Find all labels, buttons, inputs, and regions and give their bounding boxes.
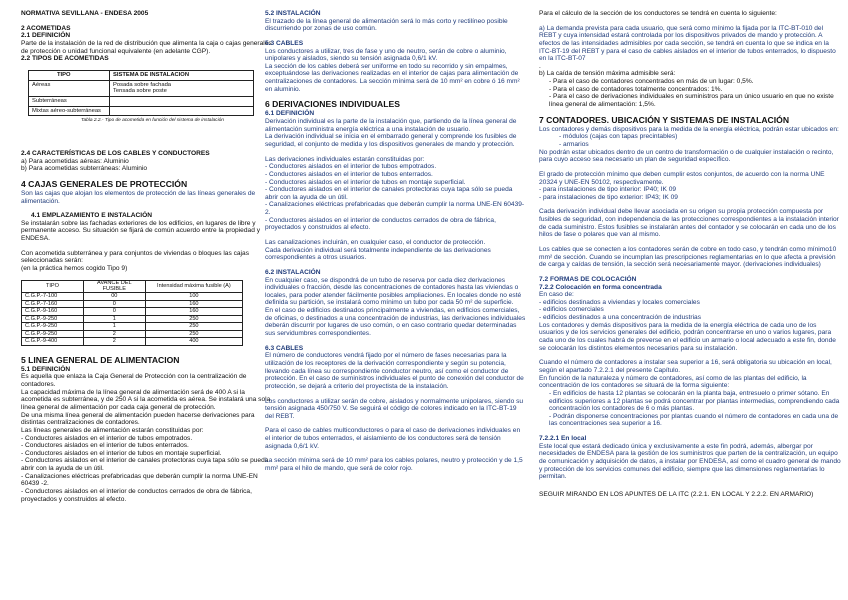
table-header: TIPO (29, 70, 110, 80)
paragraph: Este local que estará dedicado única y exclusivamente a este fin podrá, además, albergar por necesidades de ENDESA para la gestión de los suministros que parten de la centralización, un equipo de comunicación y adquisición de datos, a instalar por ENDESA, así como el cuadro general de mando y protección de los servicios comunes del edificio, siempre que las dimensiones reglamentarias lo permitan. (539, 442, 841, 481)
section-title: 5.1 DEFINICIÓN (21, 365, 71, 373)
paragraph: Cada derivación individual será totalmente independiente de las derivaciones correspondientes a otros usuarios. (265, 246, 491, 262)
paragraph: - En edificios de hasta 12 plantas se colocarán en la planta baja, entresuelo o primer sótano. En edificios superiores a 12 plantas se podrá concentrar por plantas intermedias, comprendiendo cada concentración los contadores de 6 o más plantas. (549, 389, 840, 413)
section-title: 7.2.2.1 En local (539, 435, 587, 443)
column-right: Para el cálculo de la sección de los conductores se tendrá en cuenta lo siguiente: a) La demanda prevista para cada usuario, que será como mínimo la fijada por la ITC-BT-010 del REBT y cuya intensidad estará controlada por los dispositivos privados de mando y protección. A efectos de las intensidades admisibles por cada sección, se tendrá en cuenta lo que se indica en la ITC-BT-19 del REBT y para el caso de cables aislados en el interior de tubos enterrados, lo dispuesto en la ITC-BT-07 . b) La caída de tensión máxima admisible será: - Para el caso de contadores concentrados en más de un lugar: 0,5%. - Para el caso de contadores totalmente concentrados: 1%. - Para el caso de derivaciones individuales en suministros para un único usuario en que no existe línea general de alimentación: 1,5%. 7 CONTADORES. UBICACIÓN Y SISTEMAS DE INSTALACIÓN Los contadores y demás dispositivos para la medida de la energía eléctrica, podrán estar ubicados en: - módulos (cajas con tapas precintables) - armarios No podrán estar ubicados dentro de un centro de transformación o de cualquier instalación o recinto, para cuyo acceso sea necesario un plan de seguridad específico. El grado de protección mínimo que deben cumplir estos conjuntos, de acuerdo con la norma UNE 20324 y UNE-EN 50102, respectivamente. - para instalaciones de tipo interior: IP40; IK 09 - para instalaciones de tipo exterior: IP43; IK 09 Cada derivación individual debe llevar asociada en su origen su propia protección compuesta por fusibles de seguridad, con independencia de las protecciones correspondientes a la instalación interior de cada suministro. Estos fusibles se instalarán antes del contador y se colocarán en cada uno de los hilos de fase o polares que van al mismo. Los cables que se conecten a los contadores serán de cobre en todo caso, y tendrán como mínimo10 mm² de sección. Cuando se incumplan las prescripciones reglamentarias en lo que afecta a previsión de carga y caídas de tensión, la sección será necesariamente mayor. (derivaciones individuales) 7.2 FORMAS DE COLOCACIÓN 7.2.2 Colocación en forma concentrada En caso de: - edificios destinados a viviendas y locales comerciales - edificios comerciales - edificios destinados a una concentración de industrias Los contadores y demás dispositivos para la medida de la energía eléctrica de cada uno de los usuarios y de los servicios generales del edificio, podrán concentrarse en uno o varios lugares, para cada uno de los cuales habrá de preverse en el edificio un armario o local adecuado a este fin, donde se colocarán los distintos elementos necesarios para su instalación. Cuando el número de contadores a instalar sea superior a 16, será obligatoria su ubicación en local, según el apartado 7.2.2.1 del presente Capítulo. En función de la naturaleza y número de contadores, así como de las plantas del edificio, la concentración de los contadores se situará de la forma siguiente: - En edificios de hasta 12 plantas se colocarán en la planta baja, entresuelo o primer sótano. En edificios superiores a 12 plantas se podrá concentrar por plantas intermedias, comprendiendo cada concentración los contadores de 6 o más plantas. - Podrán disponerse concentraciones por plantas cuando el número de contadores en cada una de las concentraciones sea superior a 16. 7.2.2.1 En local Este local que estará dedicado única y exclusivamente a este fin podrá, además, albergar por necesidades de ENDESA para la gestión de los suministros que parten de la centralización, un equipo de comunicación y adquisición de datos, a instalar por ENDESA, así como el cuadro general de mando y protección de los servicios comunes del edificio, siempre que las dimensiones reglamentarias lo permitan. SEGUIR MIRANDO EN LOS APUNTES DE LA ITC (2.2.1. EN LOCAL Y 2.2.2. EN ARMARIO) (539, 10, 841, 498)
column-middle (265, 10, 527, 473)
section-title: 6 DERIVACIONES INDIVIDUALES (265, 99, 400, 110)
paragraph: De una misma línea general de alimentación pueden hacerse derivaciones para distintas centralizaciones de contadores. (21, 411, 255, 427)
paragraph: Cuando el número de contadores a instalar sea superior a 16, será obligatoria su ubicación en local, según el apartado 7.2.2.1 del presente Capítulo. (539, 359, 832, 374)
paragraph: El grado de protección mínimo que deben cumplir estos conjuntos, de acuerdo con la norma UNE 20324 y UNE-EN 50102, respectivamente. (539, 170, 825, 186)
section-title: 7.2 FORMAS DE COLOCACIÓN (539, 275, 637, 283)
table-row: Subterráneas (29, 97, 254, 107)
table-header: TIPO (22, 280, 84, 293)
section-title: 2.4 CARACTERÍSTICAS DE LOS CABLES Y CONDUCTORES (21, 150, 210, 157)
paragraph: Los contadores y demás dispositivos para la medida de la energía eléctrica, podrán estar ubicados en: (539, 125, 839, 133)
list-item: - Para el caso de derivaciones individuales en suministros para un único usuario en que no existe línea general de alimentación: 1,5%. (549, 93, 834, 109)
table-row: C.G.P.-9-250 1 250 (22, 315, 243, 322)
section-title: 7.2.2 Colocación en forma concentrada (539, 283, 662, 291)
paragraph: Los conductores a utilizar serán de cobre, aislados y normalmente unipolares, siendo su tensión asignada 450/750 V. Se seguirá el código de colores indicado en la ITC-BT-19 del REBT. (265, 397, 524, 420)
acometidas-table (28, 70, 254, 117)
section-title: 4.1 EMPLAZAMIENTO E INSTALACIÓN (31, 212, 153, 220)
list-item: - Conductores aislados en el interior de conductos cerrados de obra de fábrica, proyectados y construidos al efecto. (265, 216, 496, 232)
paragraph: Los contadores y demás dispositivos para la medida de la energía eléctrica de cada uno de los usuarios y de los servicios generales del edificio, podrán concentrarse en uno o varios lugares, para cada uno de los cuales habrá de preverse en el edificio un armario o local adecuado a este fin, donde se colocarán los distintos elementos necesarios para su instalación. (539, 321, 836, 352)
list-item: - Canalizaciones eléctricas prefabricadas que deberán cumplir la norma UNE-EN 60439 -2. (21, 472, 258, 488)
paragraph: En cualquier caso, se dispondrá de un tubo de reserva por cada diez derivaciones individuales o fracción, desde las concentraciones de contadores hasta las viviendas o locales, para poder atender fácilmente posibles ampliaciones. En locales donde no esté definida su partición, se instalará como mínimo un tubo por cada 50 m² de superficie. (265, 276, 522, 307)
paragraph: Es aquella que enlaza la Caja General de Protección con la centralización de contadores. (21, 373, 247, 389)
list-item: - edificios comerciales (539, 306, 604, 314)
list-item: - Conductores aislados en el interior de tubos enterrados. (265, 170, 433, 178)
list-item: - para instalaciones de tipo exterior: IP43; IK 09 (539, 193, 678, 201)
paragraph: Las líneas generales de alimentación estarán constituidas por: (21, 426, 204, 434)
paragraph: El número de conductores vendrá fijado por el número de fases necesarias para la utilización de los receptores de la derivación correspondiente y según su potencia, llevando cada línea su correspondiente conductor neutro, así como el conductor de protección. En el caso de suministros individuales el punto de conexión del conductor de protección, se dejará a criterio del proyectista de la instalación. (265, 352, 524, 390)
section-title: 6.2 INSTALACIÓN (265, 268, 321, 276)
table-row: C.G.P.-9-250 2 250 (22, 330, 243, 337)
list-item: - Conductores aislados en el interior de canales protectoras cuya tapa sólo se pueda abrir con la ayuda de un útil. (21, 457, 269, 473)
section-title: 5 LINEA GENERAL DE ALIMENTACION (21, 354, 180, 365)
table-row: C.G.P.-7-100 00 100 (22, 293, 243, 300)
paragraph: - Podrán disponerse concentraciones por plantas cuando el número de contadores en cada una de las concentraciones sea superior a 16. (549, 412, 839, 428)
list-item: - Conductores aislados en el interior de tubos en montaje superficial. (21, 449, 222, 457)
table-row: Aéreas Posada sobre fachada Tensada sobre poste (29, 80, 254, 96)
document-header: NORMATIVA SEVILLANA - ENDESA 2005 (21, 10, 149, 17)
paragraph: a) La demanda prevista para cada usuario, que será como mínimo la fijada por la ITC-BT-010 del REBT y cuya intensidad estará controlada por los dispositivos privados de mando y protección. A efectos de las intensidades admisibles por cada sección, se tendrá en cuenta lo que se indica en la ITC-BT-19 del REBT y para el caso de cables aislados en el interior de tubos enterrados, lo dispuesto en la ITC-BT-07 (539, 24, 836, 63)
paragraph: Derivación individual es la parte de la instalación que, partiendo de la línea general de alimentación suministra energía eléctrica a una instalación de usuario. (265, 118, 517, 133)
paragraph: Para el cálculo de la sección de los conductores se tendrá en cuenta lo siguiente: (539, 10, 777, 17)
paragraph: La capacidad máxima de la línea general de alimentación será de 400 A si la acometida es subterránea, y de 250 A si la acometida es aérea. Se instalará una sola línea general de alimentación por cada caja general de protección. (21, 388, 271, 411)
section-title: 6.3 CABLES (265, 344, 304, 352)
list-item: - Para el caso de contadores totalmente concentrados: 1%. (549, 85, 723, 93)
list-item: - edificios destinados a una concentración de industrias (539, 314, 702, 322)
paragraph: Parte de la instalación de la red de distribución que alimenta la caja o cajas generales de protección o unidad funcional equivalente (en adelante CGP). (21, 39, 272, 55)
paragraph: Las canalizaciones incluirán, en cualquier caso, el conductor de protección. (265, 238, 486, 246)
table-caption: Tabla 2.2.- Tipo de acometida en función del sistema de instalación (81, 118, 224, 124)
list-item: - Conductores aislados en el interior de conductos cerrados de obra de fábrica, proyectados y construidos al efecto. (21, 487, 252, 503)
paragraph: b) La caída de tensión máxima admisible será: (539, 70, 676, 78)
table-header: Intensidad máxima fusible (A) (145, 280, 242, 293)
paragraph: En el caso de edificios destinados principalmente a viviendas, en edificios comerciales, de oficinas, o destinados a una concentración de industrias, las derivaciones individuales deberán discurrir por lugares de uso común, o en caso contrario quedar determinadas sus servidumbres correspondientes. (265, 307, 526, 338)
paragraph: Con acometida subterránea y para conjuntos de viviendas o bloques las cajas seleccionadas serán: (21, 249, 249, 265)
list-item: - Conductores aislados en el interior de canales protectoras cuya tapa sólo se pueda abrir con la ayuda de un útil. (265, 186, 513, 201)
list-item: - Conductores aislados en el interior de tubos en montaje superficial. (265, 178, 466, 186)
section-title: 2.2 TIPOS DE ACOMETIDAS (21, 55, 109, 63)
list-item: - Canalizaciones eléctricas prefabricadas que deberán cumplir la norma UNE-EN 60439-2. (265, 201, 525, 217)
section-title: 2 ACOMETIDAS (21, 24, 71, 32)
paragraph: Los cables que se conecten a los contadores serán de cobre en todo caso, y tendrán como mínimo10 mm² de sección. Cuando se incumplan las prescripciones reglamentarias en lo que afecta a previsión de carga y caídas de tensión, la sección será necesariamente mayor. (derivaciones individuales) (539, 245, 837, 269)
table-row: C.G.P.-9-160 0 160 (22, 308, 243, 315)
list-item: - módulos (cajas con tapas precintables) (559, 133, 678, 141)
paragraph: En función de la naturaleza y número de contadores, así como de las plantas del edificio, la concentración de los contadores se situará de la forma siguiente: (539, 374, 807, 390)
list-item: - Para el caso de contadores concentrados en más de un lugar: 0,5%. (549, 78, 754, 86)
paragraph: Los conductores a utilizar, tres de fase y uno de neutro, serán de cobre o aluminio, unipolares y aislados, siendo su tensión asignada 0,6/1 kV. (265, 47, 507, 63)
table-row: C.G.P.-7-160 0 160 (22, 300, 243, 307)
table-row: C.G.P.-9-250 1 250 (22, 323, 243, 330)
table-row: Mixtas aéreo-subterráneas (29, 106, 254, 116)
section-title: 2.1 DEFINICIÓN (21, 32, 71, 40)
column-left: NORMATIVA SEVILLANA - ENDESA 2005 2 ACOMETIDAS 2.1 DEFINICIÓN Parte de la instalación de la red de distribución que alimenta la caja o cajas generales de protección o unidad funcional equivalente (en adelante CGP). 2.2 TIPOS DE ACOMETIDAS TIPO SISTEMA DE INSTALACION Aéreas Posada sobre fachada Tensada sobre poste Subterráneas Mixtas aéreo-subterráneas Tabla 2.2.- Tipo de acometida en función del sistema de instalación 2.4 CARACTERÍSTICAS DE LOS CABLES Y CONDUCTORES a) Para acometidas aéreas: Aluminio b) Para acometidas subterráneas: Aluminio 4 CAJAS GENERALES DE PROTECCIÓN Son las cajas que alojan los elementos de protección de las líneas generales de alimentación. 4.1 EMPLAZAMIENTO E INSTALACIÓN Se instalarán sobre las fachadas exteriores de los edificios, en lugares de libre y permanente acceso. Su situación se fijará de común acuerdo entre la propiedad y ENDESA. Con acometida subterránea y para conjuntos de viviendas o bloques las cajas seleccionadas serán: (en la práctica hemos cogido Tipo 9) TIPO AVANCE DEL FUSIBLE Intensidad máxima fusible (A) C.G.P.-7-100 00 100 C.G.P.-7-160 0 160 C.G.P.-9-160 0 160 C.G.P.-9-250 1 250 C.G.P.-9-250 1 250 C.G.P.-9-250 2 250 C.G.P.-9-400 2 400 5 LINEA GENERAL DE ALIMENTACION 5.1 DEFINICIÓN Es aquella que enlaza la Caja General de Protección con la centralización de contadores. La capacidad máxima de la línea general de alimentación será de 400 A si la acometida es subterránea, y de 250 A si la acometida es aérea. Se instalará una sola línea general de alimentación por cada caja general de protección. De una misma línea general de alimentación pueden hacerse derivaciones para distintas centralizaciones de contadores. Las líneas generales de alimentación estarán constituidas por: - Conductores aislados en el interior de tubos empotrados. - Conductores aislados en el interior de tubos enterrados. - Conductores aislados en el interior de tubos en montaje superficial. - Conductores aislados en el interior de canales protectoras cuya tapa sólo se pueda abrir con la ayuda de un útil. - Canalizaciones eléctricas prefabricadas que deberán cumplir la norma UNE-EN 60439 -2. - Conductores aislados en el interior de conductos cerrados de obra de fábrica, proyectados y construidos al efecto. (21, 10, 276, 503)
paragraph: Cada derivación individual debe llevar asociada en su origen su propia protección compuesta por fusibles de seguridad, con independencia de las protecciones correspondientes a la instalación interior de cada suministro. Estos fusibles se instalarán antes del contador y se colocarán en cada uno de los hilos de fase o polares que van al mismo. (539, 208, 839, 239)
list-item: - para instalaciones de tipo interior: IP40; IK 09 (539, 186, 677, 194)
paragraph: Son las cajas que alojan los elementos de protección de las líneas generales de alimentación. (21, 189, 256, 205)
paragraph: Para el caso de cables multiconductores o para el caso de derivaciones individuales en el interior de tubos enterrados, el aislamiento de los conductores será de tensión asignada 0,6/1 kV. (265, 427, 521, 450)
section-title: 6.1 DEFINICIÓN (265, 110, 315, 118)
paragraph: No podrán estar ubicados dentro de un centro de transformación o de cualquier instalación o recinto, para cuyo acceso sea necesario un plan de seguridad específico. (539, 148, 834, 164)
list-item: - Conductores aislados en el interior de tubos empotrados. (265, 163, 437, 171)
cgp-table (21, 280, 243, 346)
paragraph: La sección mínima será de 10 mm² para los cables polares, neutro y protección y de 1,5 mm² para el hilo de mando, que será de color rojo. (265, 457, 523, 472)
list-item: - edificios destinados a viviendas y locales comerciales (539, 298, 700, 306)
paragraph: La sección de los cables deberá ser uniforme en todo su recorrido y sin empalmes, exceptuándose las derivaciones realizadas en el interior de cajas para alimentación de centralizaciones de contadores. La sección mínima será de 10 mm² en cobre ó 16 mm² en aluminio. (265, 62, 520, 93)
paragraph: Las derivaciones individuales estarán constituidas por: (265, 155, 425, 163)
table-header: AVANCE DEL FUSIBLE (83, 280, 145, 293)
section-title: 5.2 INSTALACIÓN (265, 10, 321, 17)
section-title: 4 CAJAS GENERALES DE PROTECCIÓN (21, 178, 188, 189)
list-item: - armarios (559, 140, 589, 148)
table-header: SISTEMA DE INSTALACION (110, 70, 254, 80)
paragraph: (en la práctica hemos cogido Tipo 9) (21, 265, 128, 273)
table-row: C.G.P.-9-400 2 400 (22, 338, 243, 345)
paragraph: Se instalarán sobre las fachadas exteriores de los edificios, en lugares de libre y permanente acceso. Su situación se fijará de común acuerdo entre la propiedad y ENDESA. (21, 219, 260, 243)
paragraph: El trazado de la línea general de alimentación será lo más corto y rectilíneo posible discurriendo por zonas de uso común. (265, 17, 508, 33)
paragraph: La derivación individual se inicia en el embarrado general y comprende los fusibles de seguridad, el conjunto de medida y los dispositivos generales de mando y protección. (265, 133, 517, 148)
section-title: 5.3 CABLES (265, 39, 304, 47)
footer-note: SEGUIR MIRANDO EN LOS APUNTES DE LA ITC (2.2.1. EN LOCAL Y 2.2.2. EN ARMARIO) (539, 490, 814, 498)
section-title: 7 CONTADORES. UBICACIÓN Y SISTEMAS DE INSTALACIÓN (539, 114, 790, 125)
list-item: - Conductores aislados en el interior de tubos enterrados. (21, 442, 189, 450)
list-item: - Conductores aislados en el interior de tubos empotrados. (21, 434, 193, 442)
paragraph: En caso de: (539, 291, 574, 299)
